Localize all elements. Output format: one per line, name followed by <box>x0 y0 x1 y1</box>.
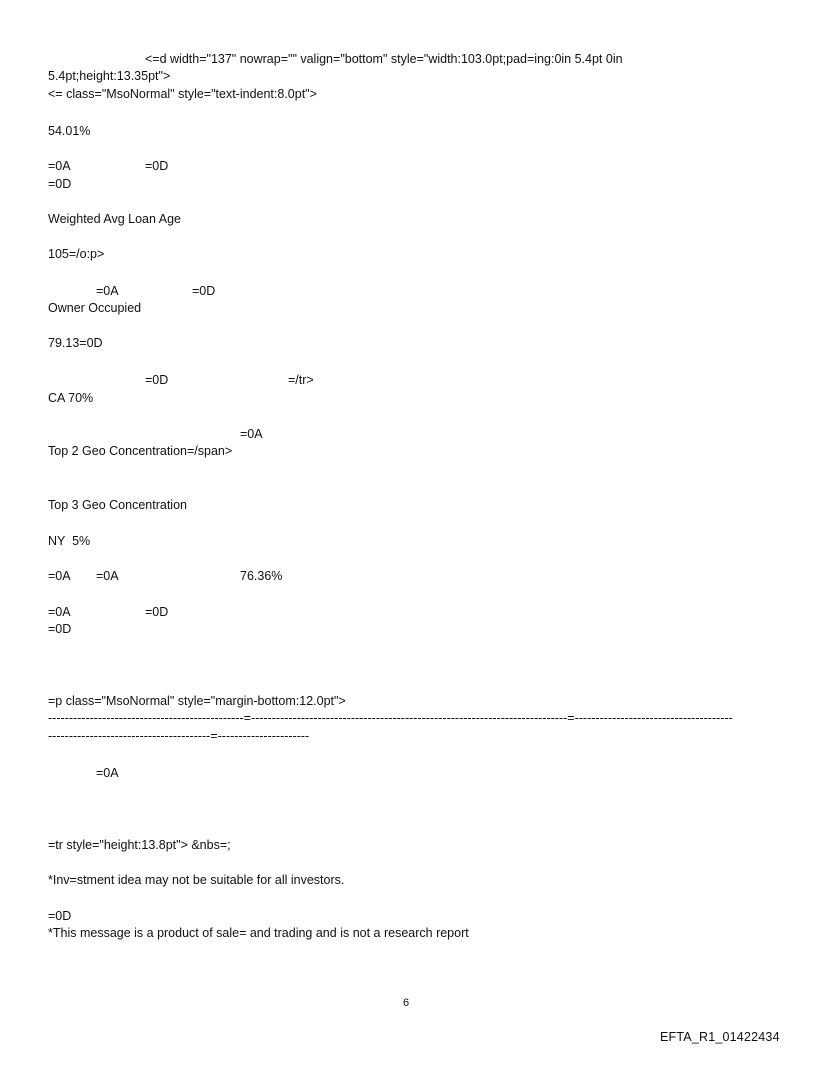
text-line: =p class="MsoNormal" style="margin-bottom:12.0pt"> <box>48 694 346 708</box>
text-line: =tr style="height:13.8pt"> &nbs=; <box>48 838 231 852</box>
text-line: Top 3 Geo Concentration <box>48 498 187 512</box>
text-line: =0A <box>48 159 71 173</box>
text-line: =/tr> <box>288 373 314 387</box>
disclaimer-line: *Inv=stment idea may not be suitable for all investors. <box>48 873 345 887</box>
text-line: <= class="MsoNormal" style="text-indent:8.0pt"> <box>48 87 317 101</box>
text-line: CA 70% <box>48 391 94 405</box>
text-line: =0D <box>145 159 169 173</box>
text-line: 79.13=0D <box>48 336 103 350</box>
text-line: 54.01% <box>48 124 91 138</box>
text-line: =0A <box>96 569 119 583</box>
text-line: =0A <box>96 766 119 780</box>
page-number: 6 <box>403 997 410 1009</box>
text-line: =0D <box>48 177 72 191</box>
disclaimer-line: *This message is a product of sale= and trading and is not a research report <box>48 926 469 940</box>
text-line: =0D <box>48 622 72 636</box>
text-line: =0D <box>145 373 169 387</box>
text-line: 105=/o:p> <box>48 247 105 261</box>
separator-line: ---------------------------------------=---------------------- <box>48 729 310 743</box>
text-line: <=d width="137" nowrap="" valign="bottom" style="width:103.0pt;pad=ing:0in 5.4pt 0in <box>145 52 623 66</box>
document-id: EFTA_R1_01422434 <box>660 1030 780 1044</box>
text-line: =0D <box>145 605 169 619</box>
text-line: =0A <box>240 427 263 441</box>
text-line: =0A <box>48 605 71 619</box>
text-line: NY 5% <box>48 534 91 548</box>
text-line: 5.4pt;height:13.35pt"> <box>48 69 171 83</box>
text-line: =0D <box>192 284 216 298</box>
text-line: Top 2 Geo Concentration=/span> <box>48 444 233 458</box>
text-line: =0A <box>96 284 119 298</box>
text-line: =0D <box>48 909 72 923</box>
text-line: Weighted Avg Loan Age <box>48 212 181 226</box>
text-line: 76.36% <box>240 569 283 583</box>
separator-line: -----------------------------------------------=----------------------------------------------------------------------------=-------------------------------------- <box>48 711 733 725</box>
text-line: =0A <box>48 569 71 583</box>
text-line: Owner Occupied <box>48 301 142 315</box>
